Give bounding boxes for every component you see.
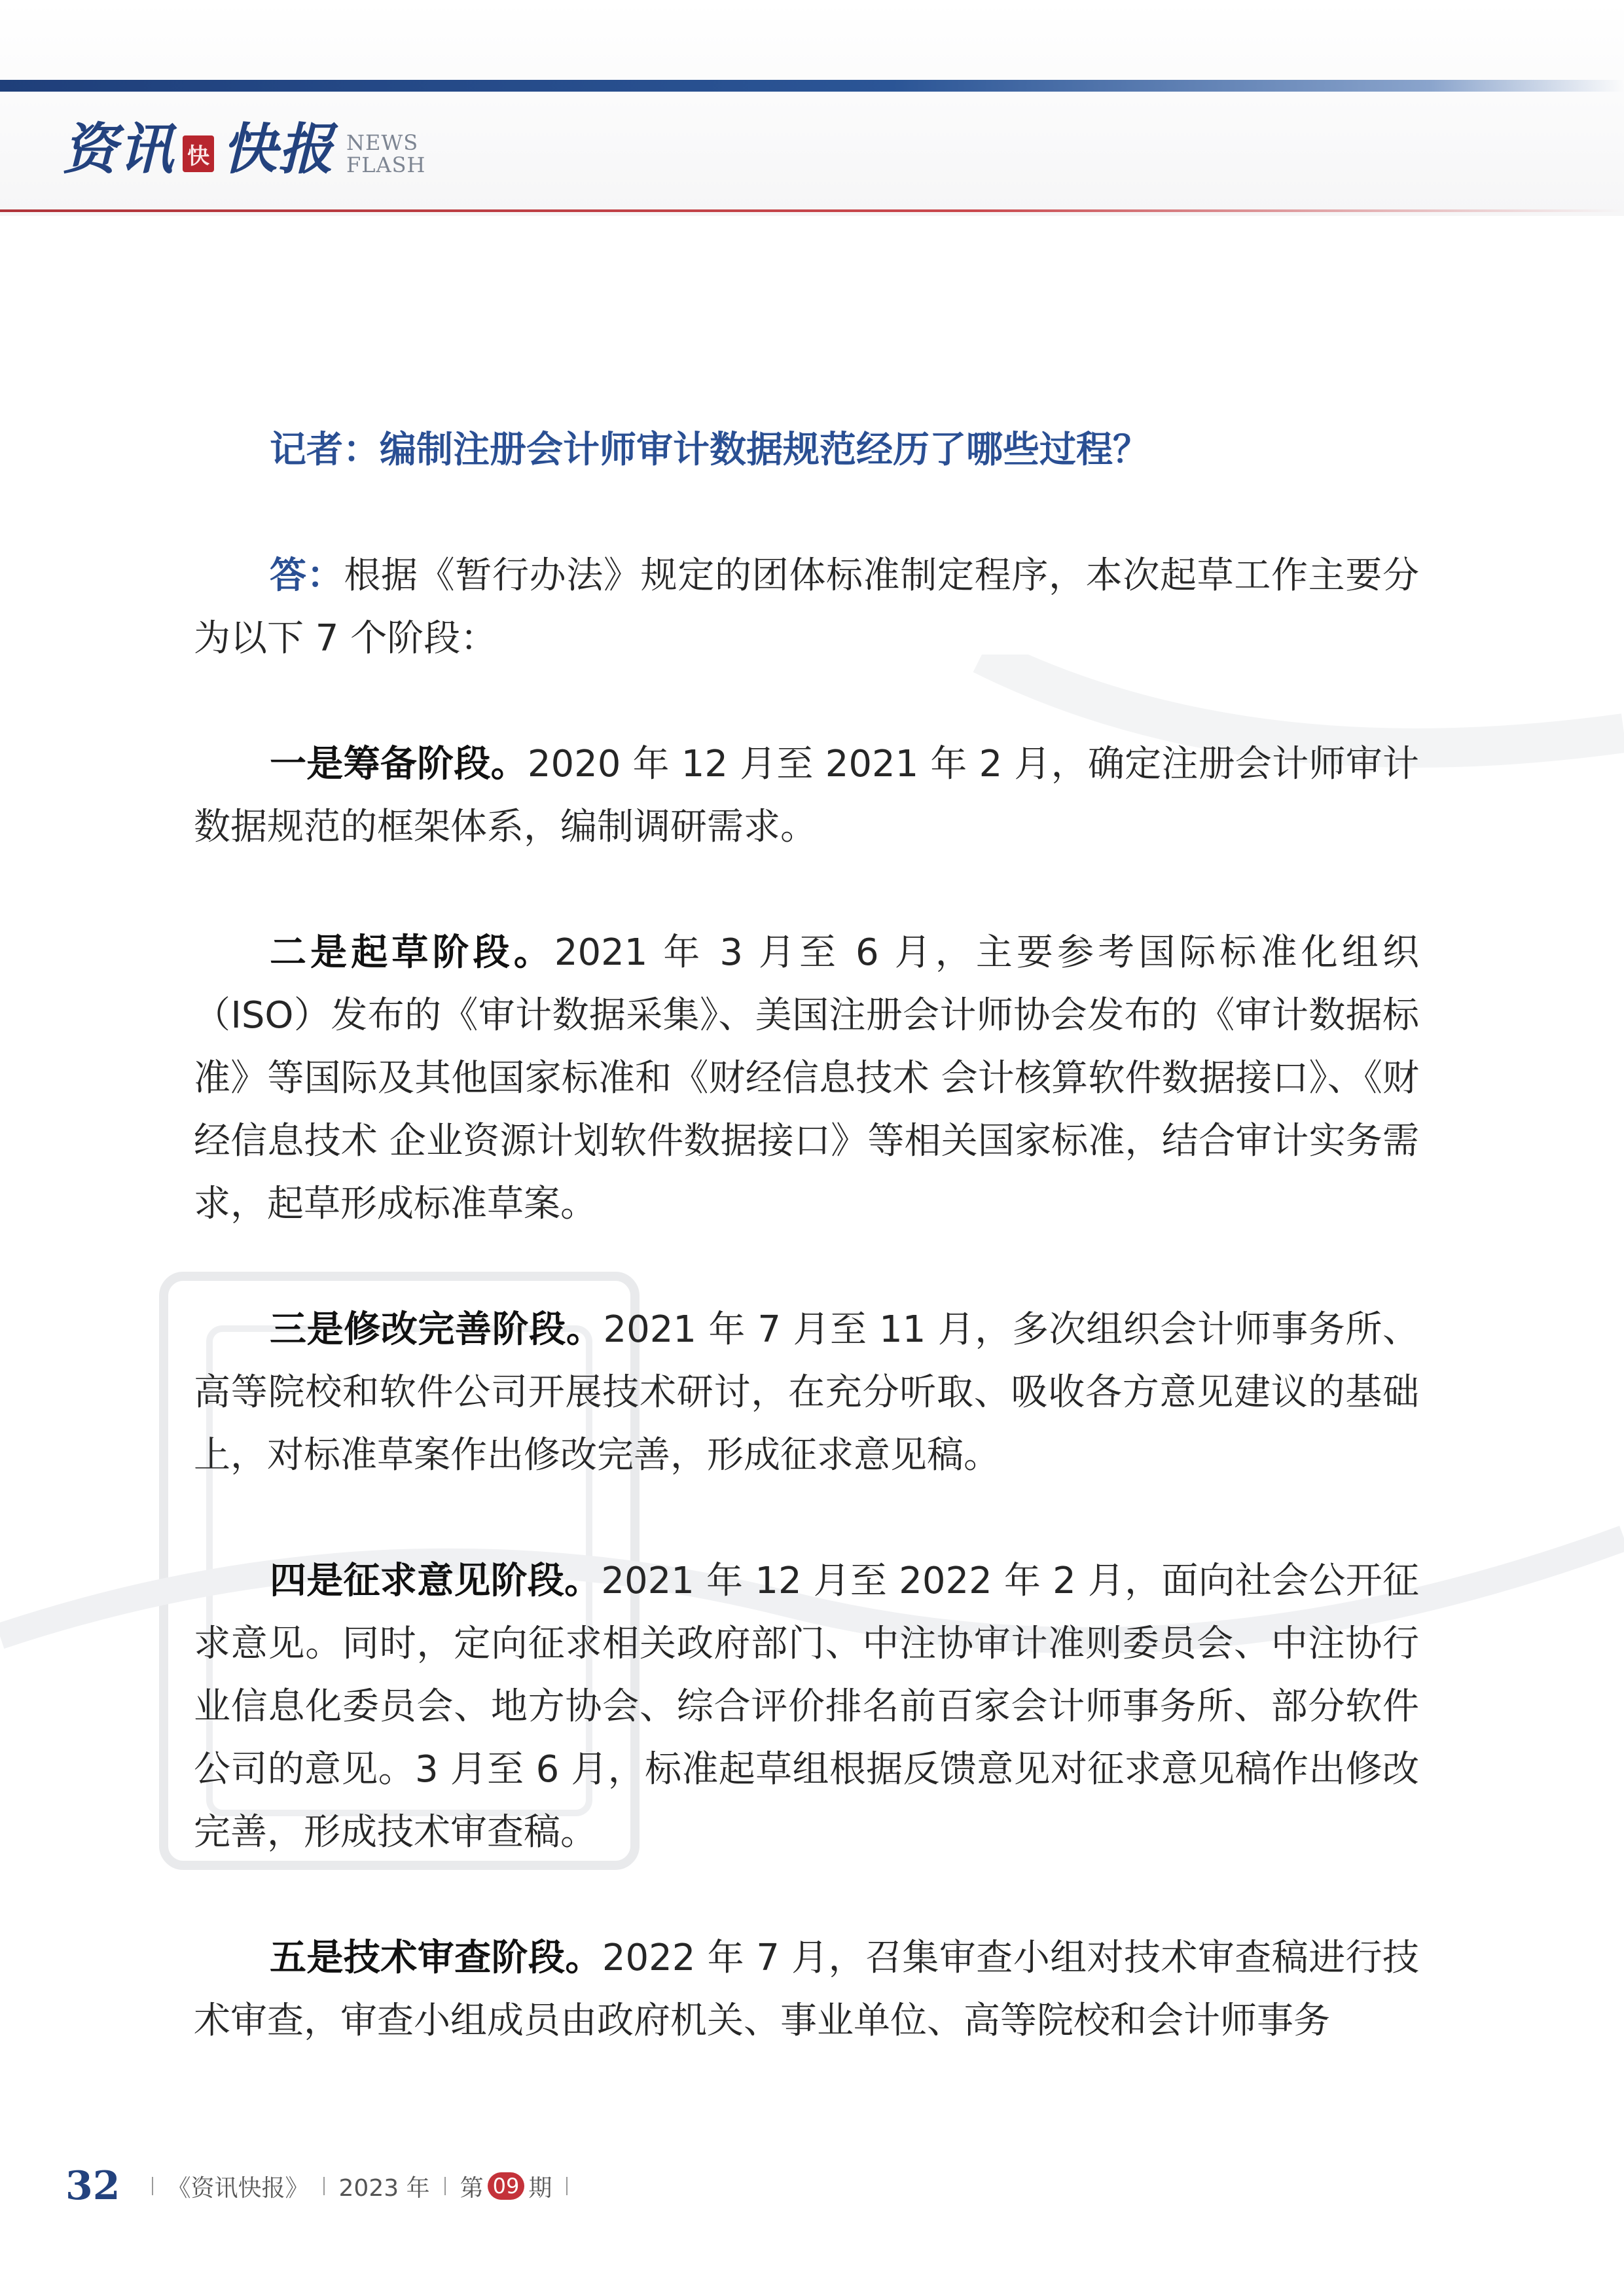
page-footer (65, 2160, 582, 2212)
publication-name: 《资讯快报》 (167, 2174, 309, 2202)
brand-logo (62, 110, 425, 188)
stage-label: 五是技术审查阶段。 (270, 1937, 602, 1979)
stage-label: 四是征求意见阶段。 (270, 1560, 602, 1602)
interview-question: 记者：编制注册会计师审计数据规范经历了哪些过程？ (270, 429, 1149, 471)
article-body (194, 419, 1419, 2115)
brand-en-news: NEWS (346, 130, 419, 155)
stage-label: 一是筹备阶段。 (270, 743, 528, 785)
stage-label: 三是修改完善阶段。 (270, 1308, 604, 1351)
brand-word-right: 快报 (222, 117, 335, 181)
header-accent-bar (0, 80, 1624, 92)
footer-separator (444, 2177, 446, 2195)
stage-paragraph-5 (194, 1927, 1419, 2053)
stage-paragraph-4 (194, 1550, 1419, 1864)
answer-paragraph (194, 545, 1419, 670)
footer-separator (566, 2177, 568, 2195)
stage-text: 2020 年 12 月至 2021 年 2 月，确定注册会计师审计数据规范的框架体系，编制调研需求。 (194, 743, 1419, 848)
stage-paragraph-2 (194, 922, 1419, 1236)
brand-english (346, 132, 425, 176)
page-number: 32 (65, 2163, 120, 2209)
stage-text: 2021 年 7 月至 11 月，多次组织会计师事务所、高等院校和软件公司开展技术研讨，在充分听取、吸收各方意见建议的基础上，对标准草案作出修改完善，形成征求意见稿。 (194, 1308, 1420, 1477)
header-divider (0, 209, 1624, 212)
page-header (0, 0, 1624, 216)
footer-separator (323, 2177, 325, 2195)
stage-text: 2021 年 12 月至 2022 年 2 月，面向社会公开征求意见。同时，定向征求相关政府部门、中注协审计准则委员会、中注协行业信息化委员会、地方协会、综合评价排名前百家会计师事务所、部分软件公司的意见。3 月至 6 月，标准起草组根据反馈意见对征求意见稿作出修改完善，形成技术审查稿。 (194, 1560, 1419, 1854)
brand-en-flash: FLASH (346, 152, 426, 177)
answer-label: 答： (270, 554, 344, 597)
brand-seal-icon: 快 (183, 135, 214, 172)
stage-text: 2022 年 7 月，召集审查小组对技术审查稿进行技术审查，审查小组成员由政府机关、事业单位、高等院校和会计师事务 (194, 1937, 1420, 2042)
issue-prefix: 第 (460, 2174, 484, 2202)
issue-suffix: 期 (528, 2174, 552, 2202)
stage-text: 2021 年 3 月至 6 月，主要参考国际标准化组织（ISO）发布的《审计数据采集》、美国注册会计师协会发布的《审计数据标准》等国际及其他国家标准和《财经信息技术 会计核算软件数据接口》、《财经信息技术 企业资源计划软件数据接口》等相关国家标准，结合审计实务需求，起草形成标准草案。 (194, 931, 1420, 1225)
stage-paragraph-1 (194, 733, 1419, 859)
publication-year: 2023 年 (338, 2174, 430, 2202)
stage-label: 二是起草阶段。 (270, 931, 554, 974)
issue-number-badge: 09 (488, 2172, 525, 2200)
answer-text: 根据《暂行办法》规定的团体标准制定程序，本次起草工作主要分为以下 7 个阶段： (194, 554, 1420, 660)
brand-word-left: 资讯 (62, 117, 175, 181)
footer-separator (152, 2177, 153, 2195)
stage-paragraph-3 (194, 1299, 1419, 1487)
